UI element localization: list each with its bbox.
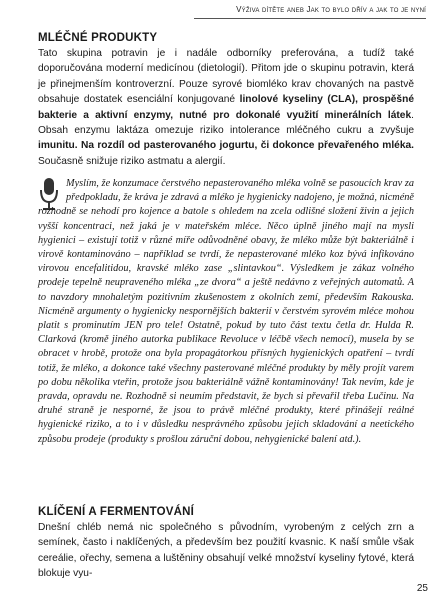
dairy-paragraph xyxy=(38,46,414,169)
sprouting-paragraph: Dnešní chléb nemá nic společného s původním, vyrobeným z celých zrn a semínek, často i naklíčených, a především bez použití kvasnic. K naší smůle však cereálie, ořechy, semena a luštěniny obsahují velké množství kyseliny fytové, která blokuje vyu- xyxy=(38,522,414,580)
dairy-paragraph-segment: Současně snižuje riziko astmatu a alergií. xyxy=(38,155,226,167)
running-head: Výživa dítěte aneb Jak to bylo dřív a jak to je nyní xyxy=(194,4,426,19)
quote-text: Myslím, že konzumace čerstvého nepasterovaného mléka volně se pasoucích krav za předpokladu, že kráva je zdravá a mléko je hygienicky nadojeno, je možná, nicméně rozhodně se nehodí pro kojence a batole s ohledem na zcela odlišné složení živin a jejich vyšší koncentraci, než jaká je v mateřském mléce. Něco úplně jiného mají na mysli hygienici – existují totiž v různé míře odůvodněné obavy, že mléko může být bakteriálně i virově kontaminováno – například se tvrdí, že nepasterované mléko koz bývá infikováno virovou encefalitidou, kravské mléko zase „slintavkou“. Výsledkem je zákaz volného prodeje tepelně neupraveného mléka „ze dvora“ a ještě nedávno z veřejných automatů. A to navzdory mnohaletým pozitivním zkušenostem z okolních zemí, především Rakouska. Nicméně argumenty o hygienicky nespornějších bakterií v čerstvém syrovém mléce mohou platit s prominutím JEN pro tele! Ostatně, pokud by tuto část textu četla dr. Hulda R. Clarková (kromě jiného autorka publikace Revoluce v léčbě všech nemocí), musela by se obracet v hrobě, protože ona byla propagátorkou přísných hygienických opatření – tvrdí totiž, že mléko, a dokonce také všechny pasterované mléčné produkty by měly projít varem po dobu několika vteřin, protože jsou bakteriálně vážně kontaminovány! Tak nevím, kde je pravda, opravdu ne. Rozhodně si neumím představit, že bych si převařil třeba Lučinu. Na druhé straně je nesporné, že jsou to právě mléčné produkty, které přinášejí reálné hygienické riziko, a to i v důsledku nesprávného způsobu jejich skladování a neetického způsobu prodeje (produkty s prošlou záruční dobou, nehygienické balení atd.). xyxy=(38,178,414,445)
dairy-paragraph-segment: . Obsah enzymu laktáza omezuje riziko intolerance mléčného cukru a zvyšuje xyxy=(38,109,414,137)
section-heading-dairy: MLÉČNÉ PRODUKTY xyxy=(38,32,158,44)
dairy-paragraph-segment: linolové kyseliny (CLA), prospěšné bakterie a aktivní enzymy, nutné pro dokonalé využití minerálních látek xyxy=(38,94,414,121)
dairy-paragraph-segment: Tato skupina potravin je i nadále odborníky preferována, a tudíž také doporučována moderní medicínou (dietologií). Přitom jde o skupinu potravin, která je přinejmenším kontroverzní. Pouze syrové biomléko krav chovaných na pastvě obsahuje dostatek esenciální konjugované xyxy=(38,48,414,106)
section-heading-sprouting: KLÍČENÍ A FERMENTOVÁNÍ xyxy=(38,506,195,518)
page-number: 25 xyxy=(416,583,428,594)
dairy-paragraph-segment: imunitu. Na rozdíl od pasterovaného jogurtu, či dokonce převařeného mléka. xyxy=(38,140,414,152)
